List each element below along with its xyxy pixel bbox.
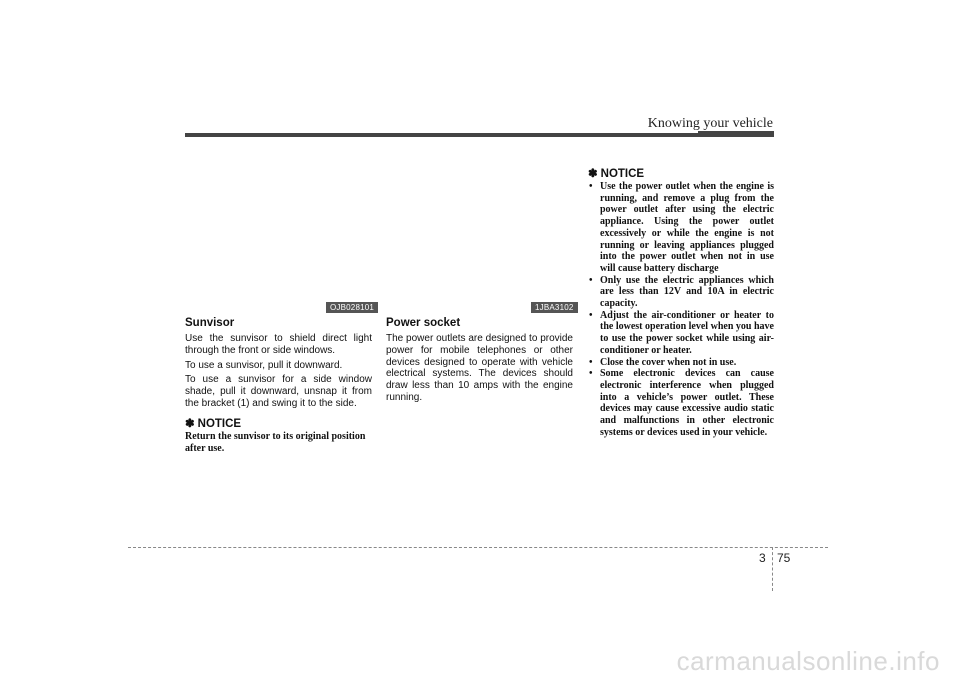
sunvisor-title: Sunvisor [185, 317, 235, 329]
list-item: • Only use the electric appliances which are less than 12V and 10A in electric capacity. [588, 275, 774, 310]
power-notice-label: NOTICE [600, 168, 645, 180]
sunvisor-notice-label: NOTICE [197, 418, 242, 430]
sunvisor-body [185, 333, 372, 413]
notice-star-icon: ✽ [185, 418, 195, 430]
header-rule-accent [698, 131, 774, 137]
sunvisor-paragraph-1: Use the sunvisor to shield direct light through the front or side windows. [185, 333, 372, 356]
watermark-text: carmanualsonline.info [676, 646, 940, 676]
page-number: 75 [777, 551, 791, 565]
chapter-number: 3 [759, 551, 766, 565]
notice-star-icon: ✽ [588, 168, 598, 180]
footer-vertical-rule [772, 547, 773, 591]
list-item: • Use the power outlet when the engine is running, and remove a plug from the power outlet after using the electric appliance. Using the power outlet excessively or while the engine is not running or leaving appliances plugged into the power outlet when not in use will cause battery discharge [588, 181, 774, 275]
power-socket-body: The power outlets are designed to provide power for mobile telephones or other devices designed to operate with vehicle electrical systems. The devices should draw less than 10 amps with the engine running. [386, 333, 573, 403]
power-notice-title [588, 166, 644, 180]
sunvisor-paragraph-2: To use a sunvisor, pull it downward. [185, 359, 343, 371]
list-item: • Adjust the air-conditioner or heater to the lowest operation level when you have to use the power socket while using air-conditioner or heater. [588, 310, 774, 357]
sunvisor-notice-title [185, 416, 241, 430]
header-rule [185, 133, 774, 137]
power-socket-figure-code: 1JBA3102 [531, 302, 578, 313]
sunvisor-figure-code: OJB028101 [326, 302, 378, 313]
sunvisor-notice-text: Return the sunvisor to its original position after use. [185, 431, 366, 454]
list-item: • Close the cover when not in use. [588, 357, 774, 369]
sunvisor-paragraph-3: To use a sunvisor for a side window shade, pull it downward, unsnap it from the bracket (1) and swing it to the side. [185, 374, 372, 409]
footer-rule [128, 547, 828, 548]
power-socket-title: Power socket [386, 317, 461, 329]
list-item: • Some electronic devices can cause electronic interference when plugged into a vehicle’s power outlet. These devices may cause excessive audio static and malfunctions in other electronic systems or devices used in your vehicle. [588, 368, 774, 438]
power-notice-list [588, 181, 774, 438]
section-header-title: Knowing your vehicle [647, 116, 773, 131]
